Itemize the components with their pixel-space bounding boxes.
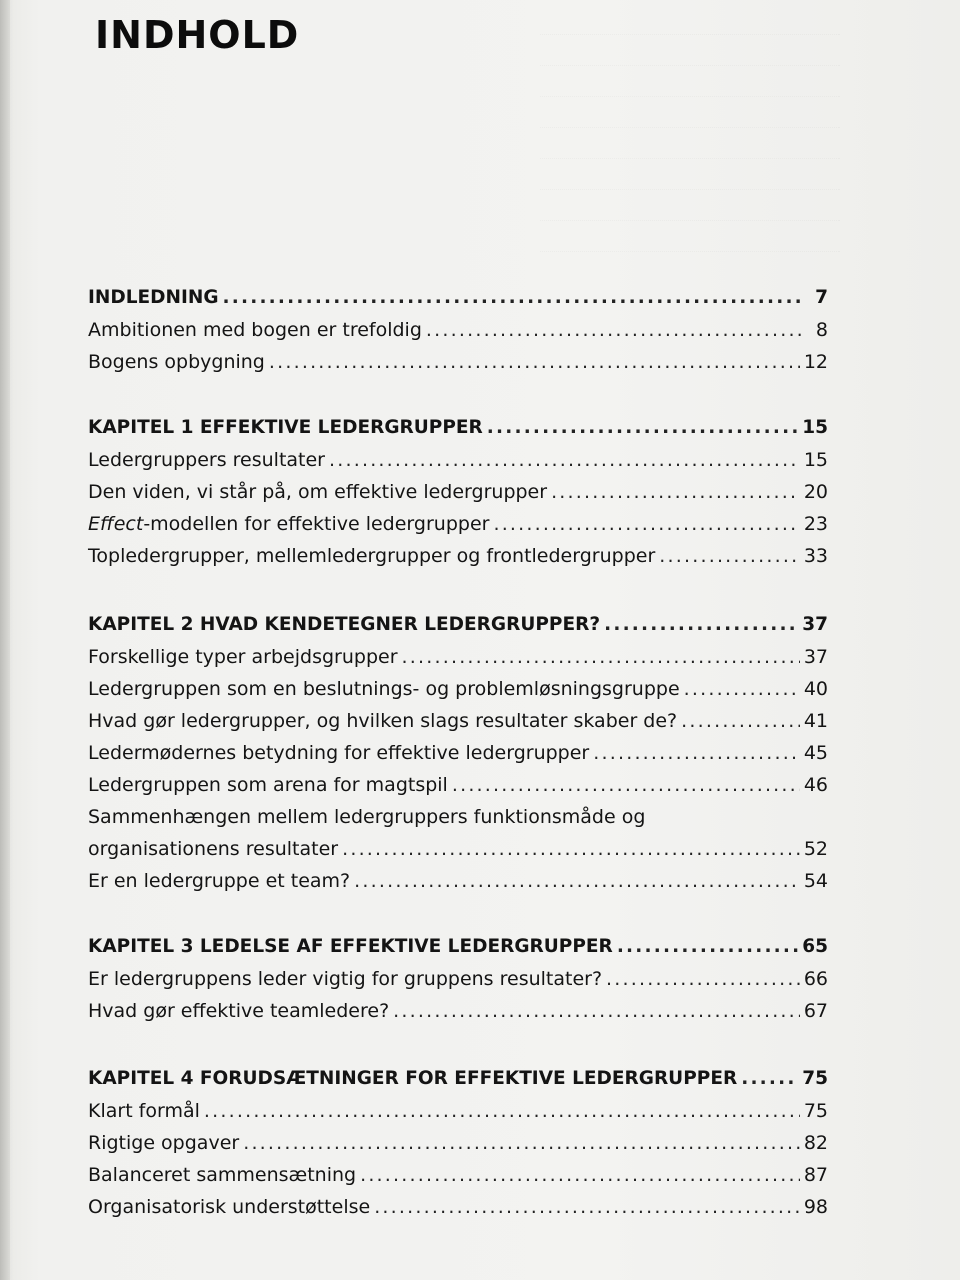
- toc-entry-label: Organisatorisk understøttelse: [88, 1196, 371, 1218]
- toc-page-number: 54: [803, 870, 828, 892]
- leader-dots: [243, 1127, 800, 1159]
- toc-entry-label: Klart formål: [88, 1100, 200, 1122]
- toc-entry[interactable]: [88, 963, 828, 995]
- toc-entry[interactable]: [88, 314, 828, 346]
- toc-page-number: 7: [815, 287, 828, 308]
- leader-dots: [269, 346, 800, 378]
- toc-heading[interactable]: [88, 931, 828, 963]
- toc-page-number: 41: [803, 710, 828, 732]
- toc-page-number: 75: [802, 1068, 828, 1089]
- toc-entry-label: organisationens resultater: [88, 838, 339, 860]
- toc-entry-label: Er ledergruppens leder vigtig for gruppens resultater?: [88, 968, 603, 990]
- book-spine-shadow: [0, 0, 10, 1280]
- leader-dots: [342, 833, 800, 865]
- toc-entry-label: Rigtige opgaver: [88, 1132, 240, 1154]
- toc-page-number: 52: [803, 838, 828, 860]
- toc-page-number: 12: [803, 351, 828, 373]
- leader-dots: [360, 1159, 800, 1191]
- leader-dots: [329, 444, 800, 476]
- leader-dots: [684, 673, 800, 705]
- toc-page-number: 40: [803, 678, 828, 700]
- toc-section-chapter-1: [88, 412, 828, 572]
- leader-dots: [593, 737, 800, 769]
- leader-dots: [606, 963, 800, 995]
- toc-page-number: 98: [803, 1196, 828, 1218]
- toc-entry-label: Ledergruppers resultater: [88, 449, 325, 471]
- toc-page-number: 23: [803, 513, 828, 535]
- toc-entry[interactable]: [88, 1191, 828, 1223]
- page-title: INDHOLD: [95, 13, 300, 57]
- toc-page-number: 65: [802, 936, 828, 957]
- leader-dots: [204, 1095, 800, 1127]
- leader-dots: [659, 540, 800, 572]
- toc-section-introduction: [88, 282, 828, 378]
- toc-entry[interactable]: [88, 476, 828, 508]
- toc-entry[interactable]: [88, 641, 828, 673]
- leader-dots: [487, 412, 798, 444]
- leader-dots: [741, 1063, 798, 1095]
- toc-page-number: 46: [803, 774, 828, 796]
- toc-entry-italic-label: Effect: [88, 513, 144, 535]
- toc-entry[interactable]: [88, 1159, 828, 1191]
- toc-page-number: 20: [803, 481, 828, 503]
- toc-entry[interactable]: [88, 673, 828, 705]
- toc-entry-line2: [88, 833, 828, 865]
- toc-entry-label-rest: -modellen for effektive ledergrupper: [143, 513, 490, 535]
- toc-entry[interactable]: [88, 737, 828, 769]
- toc-entry-label: Balanceret sammensætning: [88, 1164, 357, 1186]
- toc-entry[interactable]: [88, 1095, 828, 1127]
- toc-page-number: 67: [803, 1000, 828, 1022]
- toc-heading-label: INDLEDNING: [88, 287, 219, 308]
- toc-entry-label: Ledergruppen som en beslutnings- og problemløsningsgruppe: [88, 678, 680, 700]
- toc-entry-label: Ledergruppen som arena for magtspil: [88, 774, 448, 796]
- leader-dots: [402, 641, 800, 673]
- toc-page-number: 8: [815, 319, 828, 341]
- leader-dots: [393, 995, 800, 1027]
- toc-page-number: 37: [803, 646, 828, 668]
- toc-heading-label: KAPITEL 2 HVAD KENDETEGNER LEDERGRUPPER?: [88, 614, 601, 635]
- toc-entry-label: Ambitionen med bogen er trefoldig: [88, 319, 422, 341]
- toc-heading-label: KAPITEL 1 EFFEKTIVE LEDERGRUPPER: [88, 417, 483, 438]
- toc-page-number: 66: [803, 968, 828, 990]
- toc-entry[interactable]: [88, 508, 828, 540]
- toc-entry-label: Ledermødernes betydning for effektive ledergrupper: [88, 742, 590, 764]
- toc-page-number: 87: [803, 1164, 828, 1186]
- toc-entry[interactable]: [88, 995, 828, 1027]
- leader-dots: [681, 705, 800, 737]
- toc-heading[interactable]: [88, 412, 828, 444]
- toc-entry[interactable]: [88, 801, 828, 865]
- toc-entry[interactable]: [88, 1127, 828, 1159]
- toc-heading-label: KAPITEL 3 LEDELSE AF EFFEKTIVE LEDERGRUPPER: [88, 936, 613, 957]
- toc-entry-label: Hvad gør ledergrupper, og hvilken slags resultater skaber de?: [88, 710, 678, 732]
- show-through-texture: [540, 4, 840, 252]
- leader-dots: [551, 476, 800, 508]
- leader-dots: [426, 314, 802, 346]
- toc-page-number: 37: [802, 614, 828, 635]
- leader-dots: [223, 282, 802, 314]
- toc-entry[interactable]: [88, 540, 828, 572]
- toc-page-number: 33: [803, 545, 828, 567]
- toc-section-chapter-4: [88, 1063, 828, 1223]
- toc-page-number: 15: [803, 449, 828, 471]
- toc-page-number: 45: [803, 742, 828, 764]
- toc-entry[interactable]: [88, 346, 828, 378]
- toc-page-number: 75: [803, 1100, 828, 1122]
- leader-dots: [354, 865, 800, 897]
- toc-entry-label: Den viden, vi står på, om effektive ledergrupper: [88, 481, 548, 503]
- toc-section-chapter-3: [88, 931, 828, 1027]
- toc-entry[interactable]: [88, 444, 828, 476]
- toc-entry-label: Bogens opbygning: [88, 351, 265, 373]
- leader-dots: [493, 508, 799, 540]
- table-of-contents: [88, 282, 828, 1223]
- leader-dots: [604, 609, 798, 641]
- toc-heading[interactable]: [88, 1063, 828, 1095]
- toc-entry-label-line1: Sammenhængen mellem ledergruppers funktionsmåde og: [88, 806, 646, 828]
- leader-dots: [617, 931, 798, 963]
- toc-heading[interactable]: [88, 282, 828, 314]
- toc-entry[interactable]: [88, 769, 828, 801]
- toc-heading-label: KAPITEL 4 FORUDSÆTNINGER FOR EFFEKTIVE LEDERGRUPPER: [88, 1068, 738, 1089]
- toc-page-number: 15: [802, 417, 828, 438]
- toc-entry-label: Hvad gør effektive teamledere?: [88, 1000, 390, 1022]
- leader-dots: [374, 1191, 800, 1223]
- toc-entry[interactable]: [88, 705, 828, 737]
- toc-entry-label: Er en ledergruppe et team?: [88, 870, 351, 892]
- toc-entry[interactable]: [88, 865, 828, 897]
- toc-page-number: 82: [803, 1132, 828, 1154]
- toc-entry-label: Forskellige typer arbejdsgrupper: [88, 646, 398, 668]
- toc-section-chapter-2: [88, 609, 828, 897]
- toc-entry-label: [88, 508, 489, 540]
- toc-entry-label: Topledergrupper, mellemledergrupper og frontledergrupper: [88, 545, 656, 567]
- leader-dots: [452, 769, 800, 801]
- toc-heading[interactable]: [88, 609, 828, 641]
